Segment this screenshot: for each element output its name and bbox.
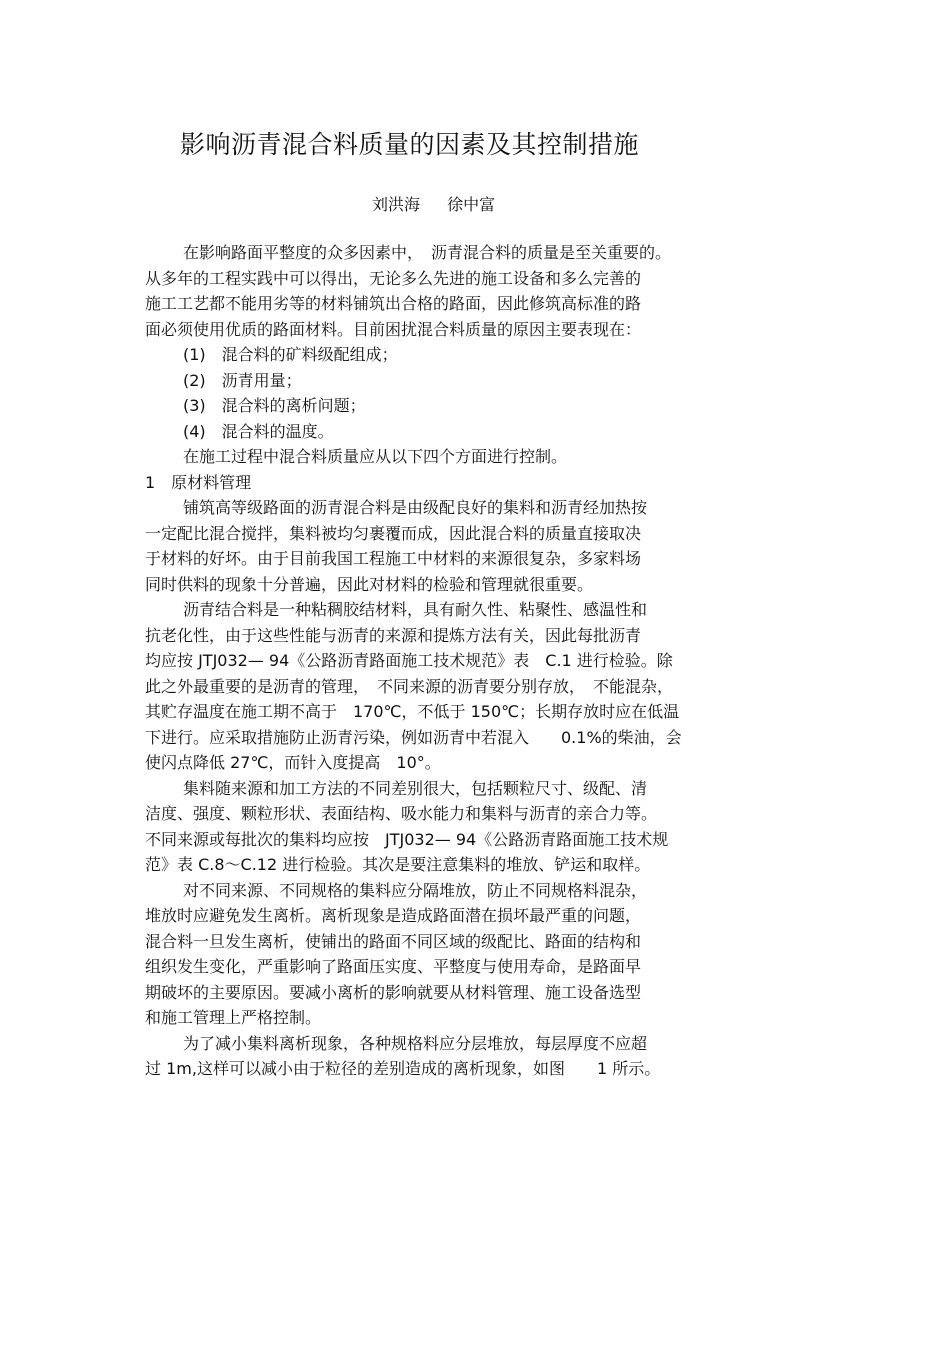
body-line: 混合料一旦发生离析，使铺出的路面不同区域的级配比、路面的结构和: [145, 932, 642, 951]
body-line: 洁度、强度、颗粒形状、表面结构、吸水能力和集料与沥青的亲合力等。: [145, 804, 658, 823]
body-line: 堆放时应避免发生离析。离析现象是造成路面潜在损坏最严重的问题，: [145, 906, 642, 925]
list-item: (2) 沥青用量；: [183, 371, 302, 390]
list-item: (4) 混合料的温度。: [183, 422, 334, 441]
body-line: 为了减小集料离析现象，各种规格料应分层堆放，每层厚度不应超: [183, 1034, 648, 1053]
body-line: 范》表 C.8～C.12 进行检验。其次是要注意集料的堆放、铲运和取样。: [145, 855, 651, 874]
body-line: 铺筑高等级路面的沥青混合料是由级配良好的集料和沥青经加热按: [183, 498, 648, 517]
list-item: (3) 混合料的离析问题；: [183, 396, 366, 415]
author-name: 徐中富: [447, 195, 496, 214]
body-line: 在施工过程中混合料质量应从以下四个方面进行控制。: [183, 447, 568, 466]
body-line: 在影响路面平整度的众多因素中， 沥青混合料的质量是至关重要的。: [183, 243, 672, 262]
list-item: (1) 混合料的矿料级配组成；: [183, 345, 398, 364]
body-line: 过 1m,这样可以减小由于粒径的差别造成的离析现象，如图 1 所示。: [145, 1059, 661, 1078]
body-line: 下进行。应采取措施防止沥青污染，例如沥青中若混入 0.1%的柴油，会: [145, 728, 682, 747]
body-line: 和施工管理上严格控制。: [145, 1008, 322, 1027]
body-line: 期破坏的主要原因。要减小离析的影响就要从材料管理、施工设备选型: [145, 983, 642, 1002]
body-line: 同时供料的现象十分普遍，因此对材料的检验和管理就很重要。: [145, 575, 594, 594]
body-line: 一定配比混合搅拌，集料被均匀裹覆而成，因此混合料的质量直接取决: [145, 524, 642, 543]
body-line: 从多年的工程实践中可以得出，无论多么先进的施工设备和多么完善的: [145, 269, 642, 288]
body-line: 集料随来源和加工方法的不同差别很大，包括颗粒尺寸、级配、清: [183, 779, 648, 798]
body-line: 抗老化性，由于这些性能与沥青的来源和提炼方法有关，因此每批沥青: [145, 626, 642, 645]
body-line: 沥青结合料是一种粘稠胶结材料，具有耐久性、粘聚性、感温性和: [183, 600, 648, 619]
document-title: 影响沥青混合料质量的因素及其控制措施: [180, 130, 640, 159]
body-line: 其贮存温度在施工期不高于 170℃，不低于 150℃；长期存放时应在低温: [145, 702, 680, 721]
body-line: 均应按 JTJ032— 94《公路沥青路面施工技术规范》表 C.1 进行检验。除: [145, 651, 673, 670]
body-line: 施工工艺都不能用劣等的材料铺筑出合格的路面，因此修筑高标准的路: [145, 294, 642, 313]
author-line: [372, 194, 495, 216]
body-line: 面必须使用优质的路面材料。目前困扰混合料质量的原因主要表现在：: [145, 320, 642, 339]
body-line: 于材料的好坏。由于目前我国工程施工中材料的来源很复杂，多家料场: [145, 549, 642, 568]
body-line: 对不同来源、不同规格的集料应分隔堆放，防止不同规格料混杂，: [183, 881, 648, 900]
body-line: 组织发生变化，严重影响了路面压实度、平整度与使用寿命，是路面早: [145, 957, 642, 976]
section-heading: 1 原材料管理: [145, 473, 252, 492]
author-name: 刘洪海: [372, 195, 421, 214]
body-line: 使闪点降低 27℃，而针入度提高 10°。: [145, 753, 441, 772]
body-line: 不同来源或每批次的集料均应按 JTJ032— 94《公路沥青路面施工技术规: [145, 830, 669, 849]
body-line: 此之外最重要的是沥青的管理， 不同来源的沥青要分别存放， 不能混杂，: [145, 677, 674, 696]
